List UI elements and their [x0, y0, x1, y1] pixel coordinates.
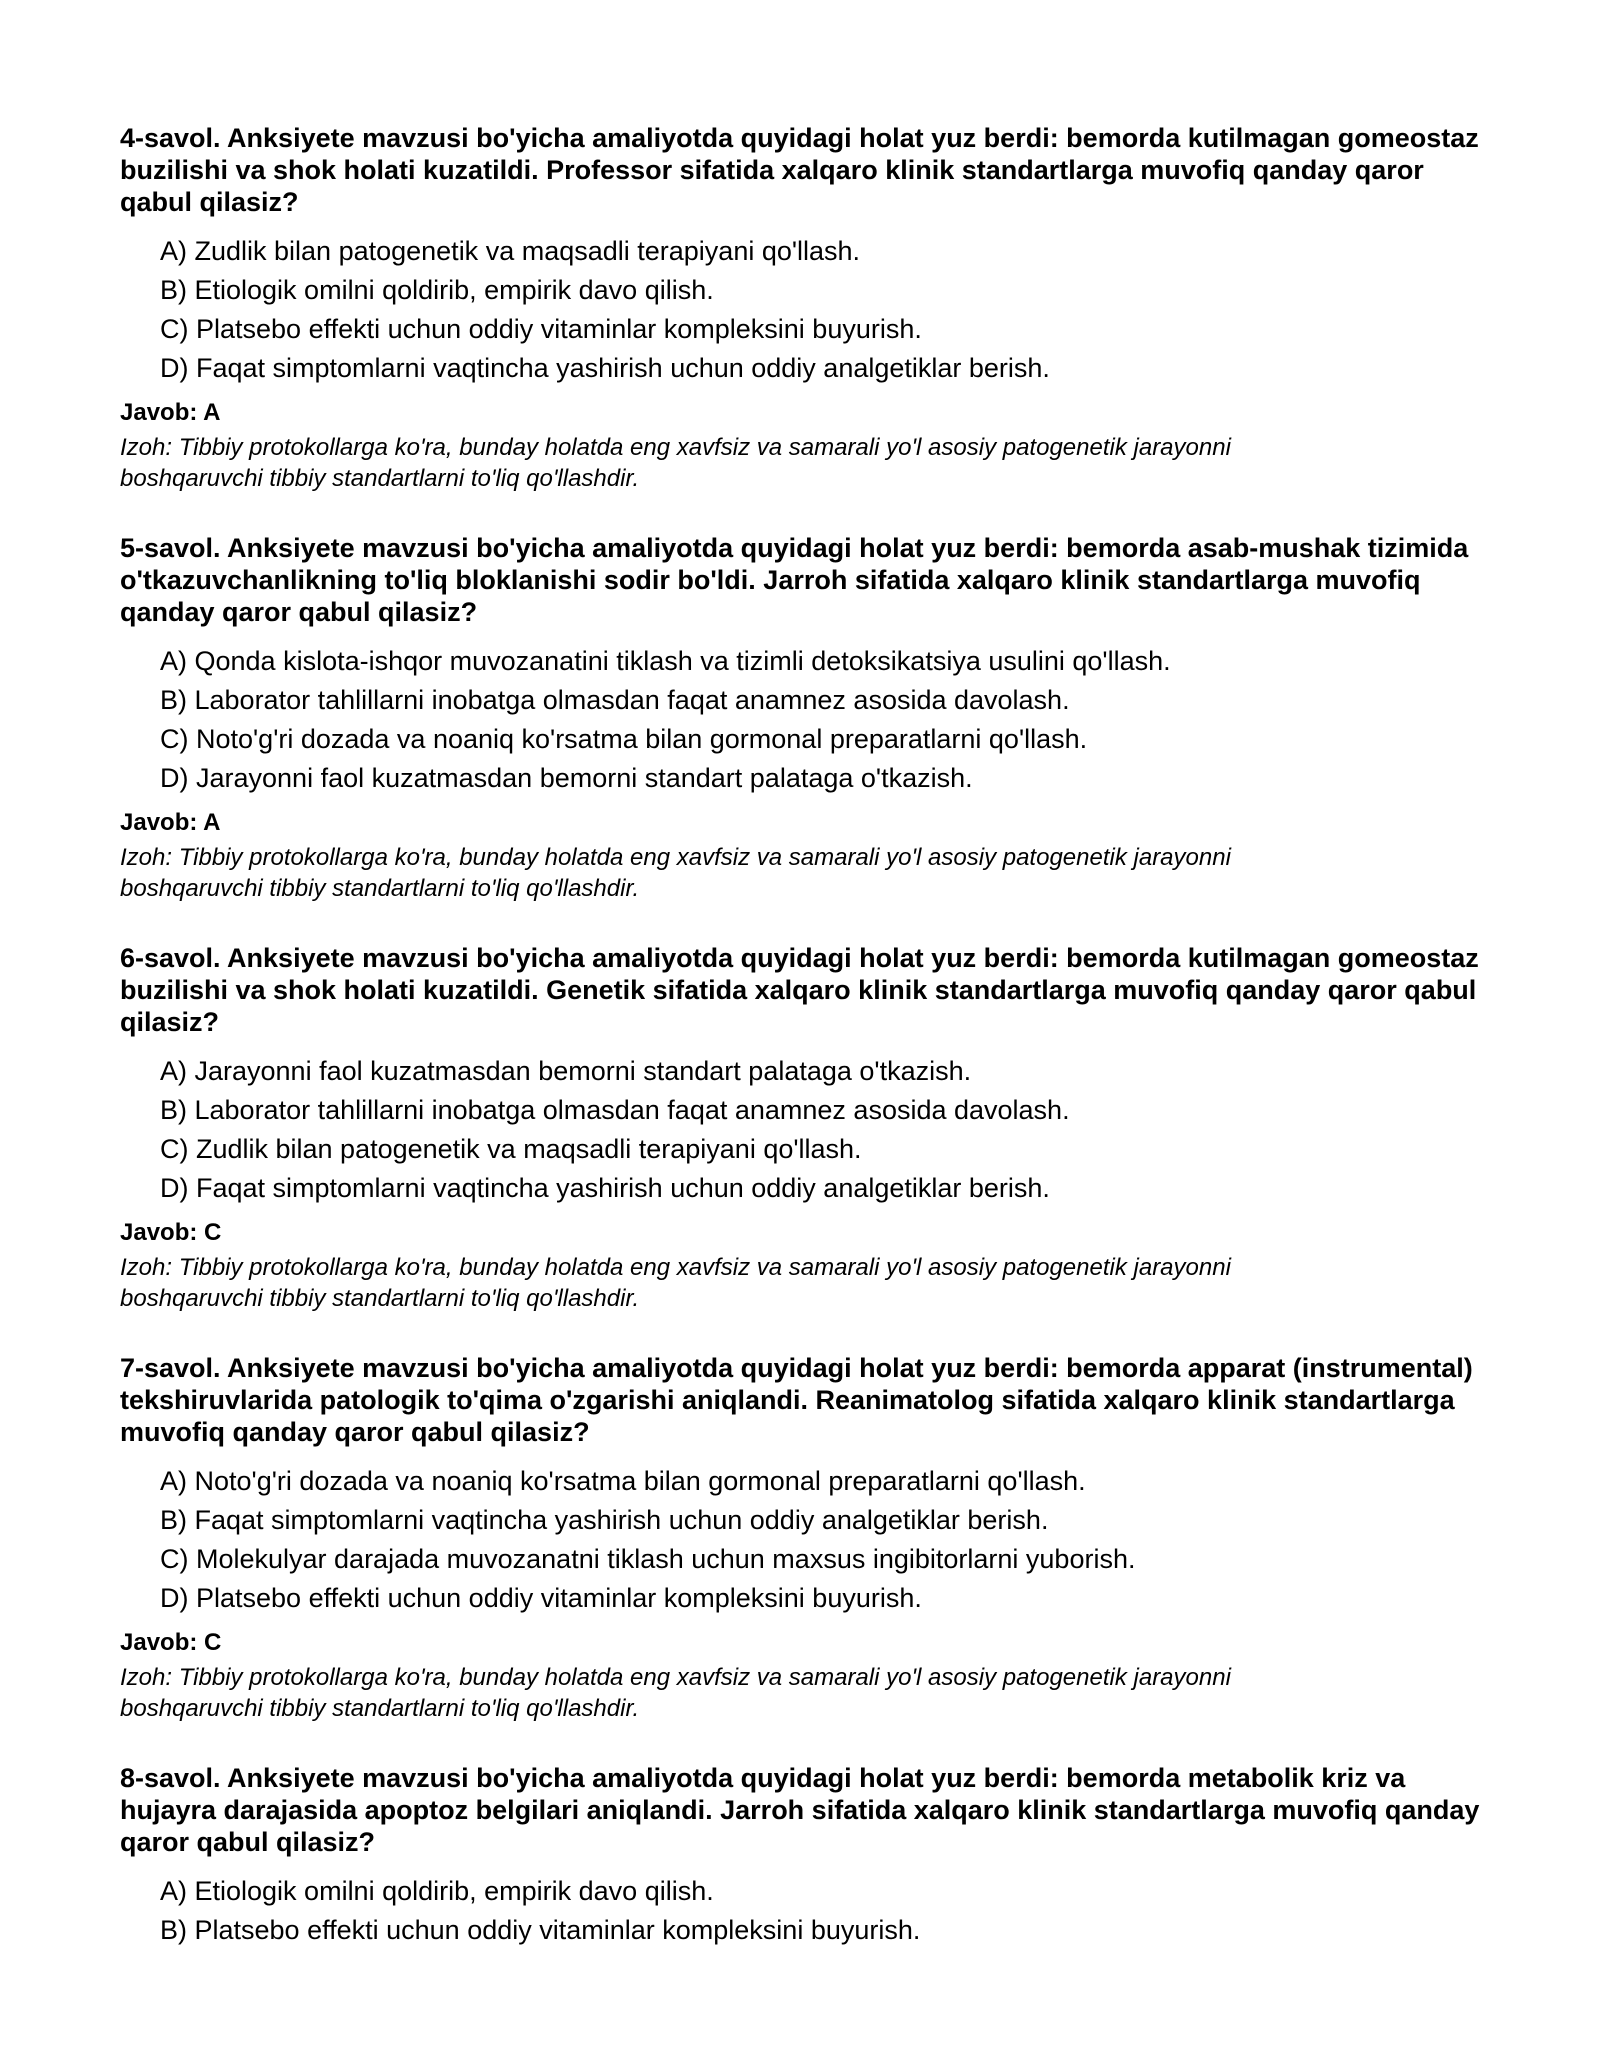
explanation-text: Izoh: Tibbiy protokollarga ko'ra, bunday holatda eng xavfsiz va samarali yo'l asosiy patogenetik jarayonni boshqaruvchi tibbiy standartlarni to'liq qo'llashdir.: [120, 1664, 1231, 1722]
question-8: [120, 1762, 1490, 1950]
option-list: [120, 1872, 1490, 1950]
option-b: B) Faqat simptomlarni vaqtincha yashirish uchun oddiy analgetiklar berish.: [160, 1505, 1049, 1535]
answer-label: Javob: A: [120, 399, 221, 426]
question-title: 8-savol. Anksiyete mavzusi bo'yicha amaliyotda quyidagi holat yuz berdi: bemorda metabolik kriz va hujayra darajasida apoptoz belgilari aniqlandi. Jarroh sifatida xalqaro klinik standartlarga muvofiq qanday qaror qabul qilasiz?: [120, 1763, 1480, 1857]
explanation-text: Izoh: Tibbiy protokollarga ko'ra, bunday holatda eng xavfsiz va samarali yo'l asosiy patogenetik jarayonni boshqaruvchi tibbiy standartlarni to'liq qo'llashdir.: [120, 844, 1231, 902]
explanation-text: Izoh: Tibbiy protokollarga ko'ra, bunday holatda eng xavfsiz va samarali yo'l asosiy patogenetik jarayonni boshqaruvchi tibbiy standartlarni to'liq qo'llashdir.: [120, 434, 1231, 492]
option-a: A) Jarayonni faol kuzatmasdan bemorni standart palataga o'tkazish.: [160, 1056, 972, 1086]
option-c: C) Noto'g'ri dozada va noaniq ko'rsatma bilan gormonal preparatlarni qo'llash.: [160, 724, 1088, 754]
option-a: A) Noto'g'ri dozada va noaniq ko'rsatma bilan gormonal preparatlarni qo'llash.: [160, 1466, 1086, 1496]
question-title: 4-savol. Anksiyete mavzusi bo'yicha amaliyotda quyidagi holat yuz berdi: bemorda kutilmagan gomeostaz buzilishi va shok holati kuzatildi. Professor sifatida xalqaro klinik standartlarga muvofiq qanday qaror qabul qilasiz?: [120, 123, 1479, 217]
option-list: [120, 1052, 1490, 1208]
option-a: A) Etiologik omilni qoldirib, empirik davo qilish.: [160, 1876, 714, 1906]
option-d: D) Faqat simptomlarni vaqtincha yashirish uchun oddiy analgetiklar berish.: [160, 353, 1050, 383]
answer-label: Javob: C: [120, 1629, 222, 1656]
option-c: C) Platsebo effekti uchun oddiy vitaminlar kompleksini buyurish.: [160, 314, 922, 344]
question-title: 5-savol. Anksiyete mavzusi bo'yicha amaliyotda quyidagi holat yuz berdi: bemorda asab-mushak tizimida o'tkazuvchanlikning to'liq bloklanishi sodir bo'ldi. Jarroh sifatida xalqaro klinik standartlarga muvofiq qanday qaror qabul qilasiz?: [120, 533, 1469, 627]
answer-label: Javob: A: [120, 809, 221, 836]
document-page: [120, 122, 1490, 1988]
answer-label: Javob: C: [120, 1219, 222, 1246]
question-5: [120, 532, 1490, 904]
explanation-text: Izoh: Tibbiy protokollarga ko'ra, bunday holatda eng xavfsiz va samarali yo'l asosiy patogenetik jarayonni boshqaruvchi tibbiy standartlarni to'liq qo'llashdir.: [120, 1254, 1231, 1312]
option-list: [120, 642, 1490, 798]
question-6: [120, 942, 1490, 1314]
question-title: 7-savol. Anksiyete mavzusi bo'yicha amaliyotda quyidagi holat yuz berdi: bemorda apparat (instrumental) tekshiruvlarida patologik to'qima o'zgarishi aniqlandi. Reanimatolog sifatida xalqaro klinik standartlarga muvofiq qanday qaror qabul qilasiz?: [120, 1353, 1473, 1447]
option-d: D) Faqat simptomlarni vaqtincha yashirish uchun oddiy analgetiklar berish.: [160, 1173, 1050, 1203]
question-4: [120, 122, 1490, 494]
option-b: B) Laborator tahlillarni inobatga olmasdan faqat anamnez asosida davolash.: [160, 685, 1070, 715]
option-b: B) Etiologik omilni qoldirib, empirik davo qilish.: [160, 275, 714, 305]
option-c: C) Zudlik bilan patogenetik va maqsadli terapiyani qo'llash.: [160, 1134, 862, 1164]
option-c: C) Molekulyar darajada muvozanatni tiklash uchun maxsus ingibitorlarni yuborish.: [160, 1544, 1136, 1574]
question-7: [120, 1352, 1490, 1724]
option-d: D) Jarayonni faol kuzatmasdan bemorni standart palataga o'tkazish.: [160, 763, 973, 793]
option-b: B) Laborator tahlillarni inobatga olmasdan faqat anamnez asosida davolash.: [160, 1095, 1070, 1125]
question-title: 6-savol. Anksiyete mavzusi bo'yicha amaliyotda quyidagi holat yuz berdi: bemorda kutilmagan gomeostaz buzilishi va shok holati kuzatildi. Genetik sifatida xalqaro klinik standartlarga muvofiq qanday qaror qabul qilasiz?: [120, 943, 1479, 1037]
option-list: [120, 232, 1490, 388]
option-a: A) Qonda kislota-ishqor muvozanatini tiklash va tizimli detoksikatsiya usulini qo'llash.: [160, 646, 1171, 676]
option-d: D) Platsebo effekti uchun oddiy vitaminlar kompleksini buyurish.: [160, 1583, 922, 1613]
option-b: B) Platsebo effekti uchun oddiy vitaminlar kompleksini buyurish.: [160, 1915, 921, 1945]
option-a: A) Zudlik bilan patogenetik va maqsadli terapiyani qo'llash.: [160, 236, 861, 266]
option-list: [120, 1462, 1490, 1618]
